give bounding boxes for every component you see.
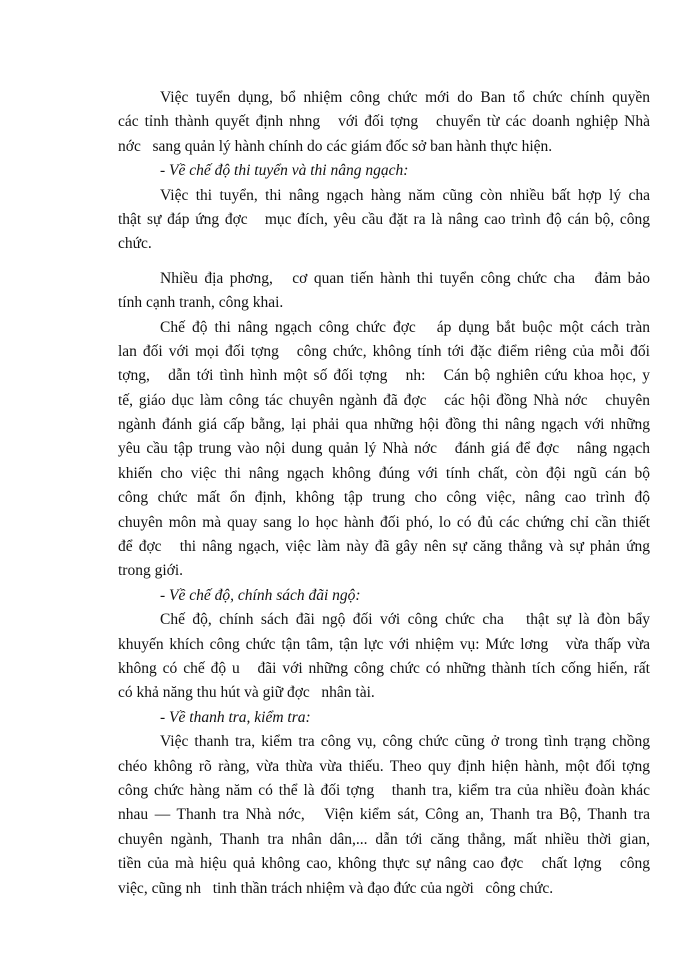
text-line: việc, cũng nh tinh thần trách nhiệm và đạo đức của ngời công chức.: [118, 879, 554, 897]
text-line: Việc thanh tra, kiểm tra công vụ, công chức cũng ở trong tình trạng chồng: [160, 733, 650, 751]
text-line: khiến cho việc thi nâng ngạch không đúng với tính chất, còn đội ngũ cán bộ: [118, 464, 650, 482]
text-line: khuyến khích công chức tận tâm, tận lực với nhiệm vụ: Mức lơng vừa thấp vừa: [118, 635, 650, 653]
text-line: tế, giáo dục làm công tác chuyên ngành đã đợc các hội đồng Nhà nớc chuyên: [118, 391, 650, 409]
section-heading-exams: - Về chế độ thi tuyển và thi nâng ngạch:: [160, 162, 409, 180]
text-line: có khả năng thu hút và giữ đợc nhân tài.: [118, 684, 375, 702]
paragraph-local-exams: [118, 267, 650, 316]
text-line: chuyên ngành, Thanh tra nhân dân,... dẫn tới căng thẳng, mất nhiều thời gian,: [118, 830, 650, 848]
text-line: thật sự đáp ứng đợc mục đích, yêu cầu đặt ra là nâng cao trình độ cán bộ, công: [118, 210, 650, 228]
section-heading-inspection: - Về thanh tra, kiểm tra:: [160, 708, 311, 726]
text-line: trong giới.: [118, 562, 184, 580]
text-line: công chức mất ổn định, không tập trung cho công việc, nâng cao trình độ: [118, 489, 650, 507]
text-line: nhau — Thanh tra Nhà nớc, Viện kiểm sát, Công an, Thanh tra Bộ, Thanh tra: [118, 806, 650, 824]
text-line: ngành đánh giá cấp bằng, lại phải qua những hội đồng thi nâng ngạch với những: [118, 416, 650, 434]
text-line: các tỉnh thành quyết định nhng với đối tợng chuyển từ các doanh nghiệp Nhà: [118, 113, 650, 131]
paragraph-inspection: [118, 730, 650, 901]
paragraph-promotion-exams: [118, 316, 650, 584]
text-line: để đợc thi nâng ngạch, việc làm này đã gây nên sự căng thẳng và sự phản ứng: [118, 538, 650, 556]
text-line: công chức hàng năm có thể là đối tợng thanh tra, kiểm tra của nhiều đoàn khác: [118, 781, 650, 799]
text-line: tợng, dẫn tới tình hình một số đối tợng nh: Cán bộ nghiên cứu khoa học, y: [118, 367, 650, 385]
text-line: tiền của mà hiệu quả không cao, không thực sự nâng cao đợc chất lợng công: [118, 855, 650, 873]
text-line: không có chế độ u đãi với những công chức có những thành tích cống hiến, rất: [118, 659, 650, 677]
text-line: Việc tuyển dụng, bổ nhiệm công chức mới do Ban tổ chức chính quyền: [160, 89, 650, 106]
document-page: [118, 86, 650, 901]
section-heading-benefits: - Về chế độ, chính sách đãi ngộ:: [160, 586, 361, 604]
text-line: yêu cầu tập trung vào nội dung quản lý Nhà nớc đánh giá để đợc nâng ngạch: [118, 440, 650, 458]
text-line: tính cạnh tranh, công khai.: [118, 294, 284, 312]
paragraph-exam-issues: [118, 184, 650, 257]
text-line: Việc thi tuyển, thi nâng ngạch hàng năm cũng còn nhiều bất hợp lý cha: [160, 186, 650, 204]
text-line: chức.: [118, 235, 152, 253]
text-line: nớc sang quản lý hành chính do các giám đốc sở ban hành thực hiện.: [118, 137, 553, 155]
text-line: Nhiều địa phơng, cơ quan tiến hành thi tuyển công chức cha đảm bảo: [160, 269, 650, 287]
paragraph-recruitment: [118, 86, 650, 159]
text-line: chéo không rõ ràng, vừa thừa vừa thiếu. Theo quy định hiện hành, một đối tợng: [118, 757, 650, 775]
text-line: chuyên môn mà quay sang lo học hành đối phó, lo có đủ các chứng chỉ cần thiết: [118, 513, 650, 531]
text-line: lan đối với mọi đối tợng công chức, không tính tới đặc điểm riêng của mỗi đối: [118, 342, 650, 360]
text-line: Chế độ, chính sách đãi ngộ đối với công chức cha thật sự là đòn bẩy: [160, 611, 650, 629]
paragraph-benefits: [118, 608, 650, 706]
text-line: Chế độ thi nâng ngạch công chức đợc áp dụng bắt buộc một cách tràn: [160, 318, 650, 336]
